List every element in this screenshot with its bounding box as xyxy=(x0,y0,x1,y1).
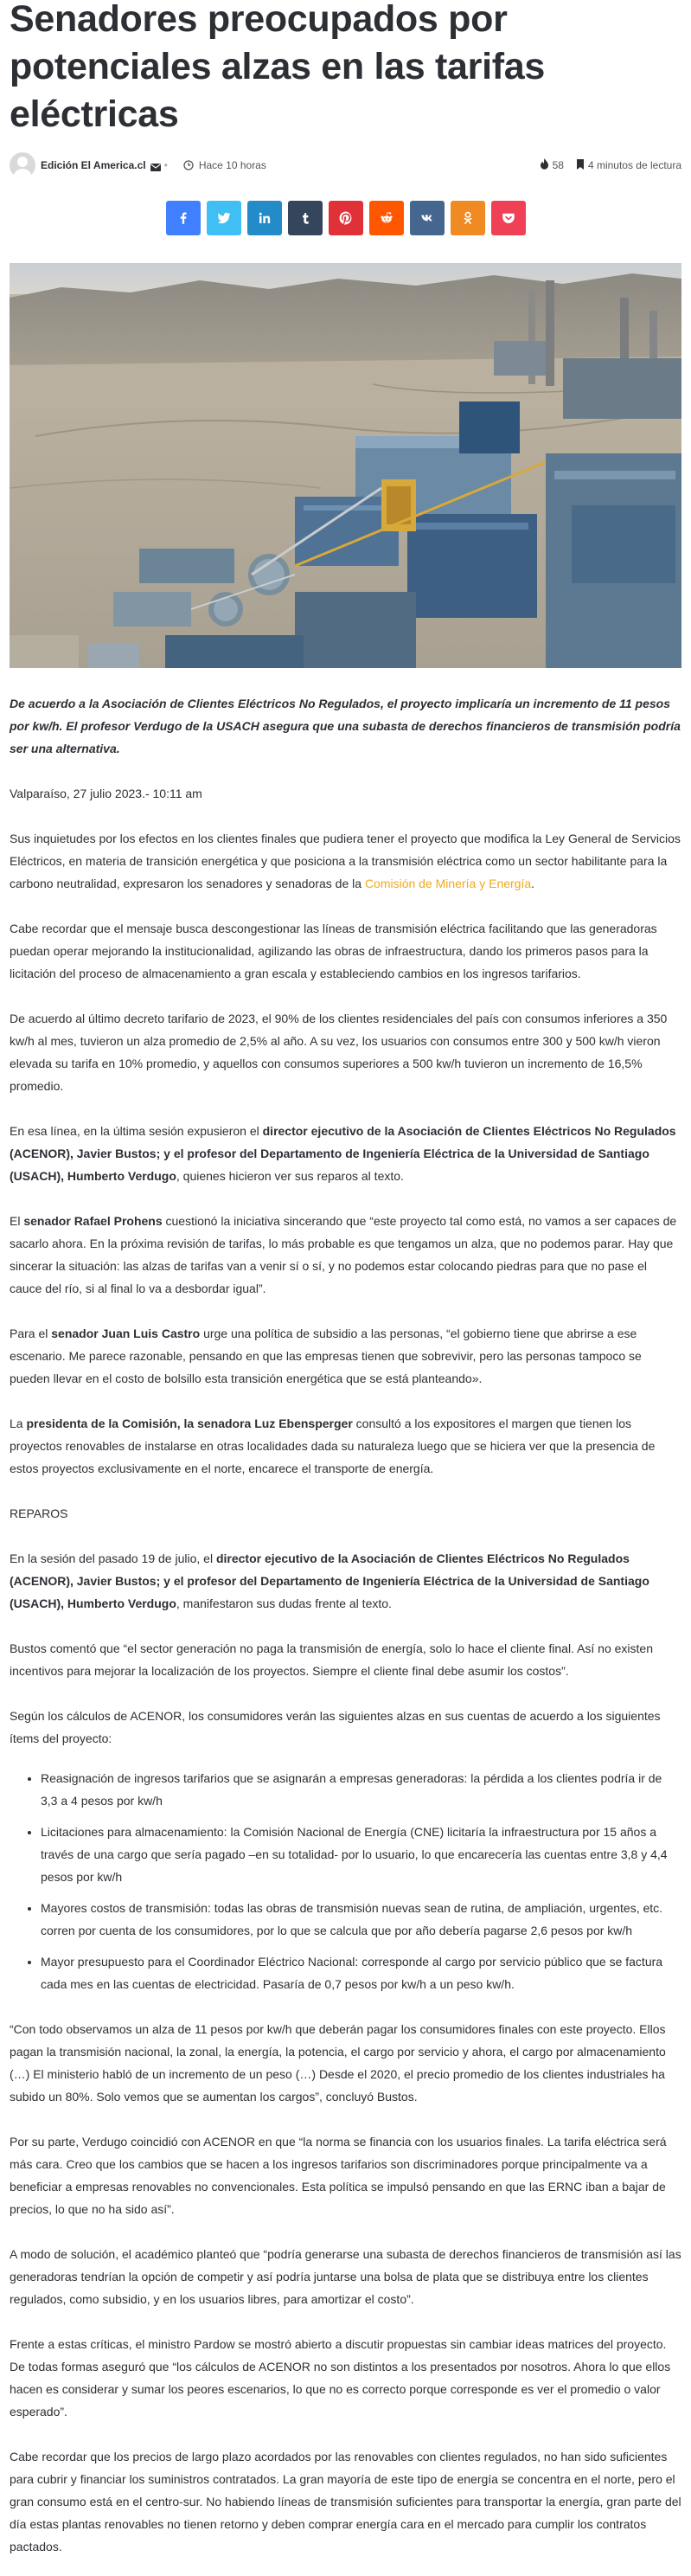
comision-mineria-link[interactable]: Comisión de Minería y Energía xyxy=(364,877,532,890)
envelope-icon[interactable] xyxy=(150,162,161,170)
reddit-icon xyxy=(379,210,394,226)
list-item: • Mayores costos de transmisión: todas las obras de transmisión nuevas sean de rutina, de ampliación, urgentes, etc. corren por cuenta de los consumidores, por lo que se calcula que por año debería pagarse 2,6 pesos por kw/h xyxy=(41,1897,681,1942)
twitter-icon xyxy=(216,210,232,226)
tumblr-icon xyxy=(298,210,313,226)
paragraph-14: Frente a estas críticas, el ministro Pardow se mostró abierto a discutir propuestas sin cambiar ideas matrices del proyecto. De todas formas aseguró que “los cálculos de ACENOR no son distintos a los presentados por nosotros. Ahora lo que ellos hacen es considerar y sumar los peores escenarios, lo que no es correcto porque corresponde es ver el promedio o valor esperado”. xyxy=(10,2337,671,2419)
time-ago: Hace 10 horas xyxy=(198,159,266,171)
section-subhead: REPAROS xyxy=(10,1506,68,1520)
paragraph-11: “Con todo observamos un alza de 11 pesos por kw/h que deberán pagar los consumidores finales con este proyecto. Ellos pagan la transmisión nacional, la zonal, la energía, la potencia, el cargo por servicio y ahora, el cargo por almacenamiento (…) El ministerio habló de un incremento de un peso (…) Desde el 2020, el precio promedio de los clientes industriales ha subido un 80%. Solo vemos que se aumentan los cargos”, concluyó Bustos. xyxy=(10,2022,666,2104)
paragraph-12: Por su parte, Verdugo coincidió con ACENOR en que “la norma se financia con los usuarios finales. La tarifa eléctrica será más cara. Creo que los cambios que se hacen a los ingresos tarifarios son discriminadores porque principalmente va a beneficiar a empresas renovables no convencionales. Esta política se impulsó pensando en que las ERNC iban a bajar de precios, lo que no ha sido así”. xyxy=(10,2135,667,2216)
power-plant-illustration xyxy=(10,263,681,668)
share-facebook-button[interactable] xyxy=(166,201,201,235)
share-odnoklassniki-button[interactable] xyxy=(451,201,485,235)
paragraph-2: Cabe recordar que el mensaje busca descongestionar las líneas de transmisión eléctrica facilitando que las generadoras puedan operar mejorando la institucionalidad, agilizando las obras de infraestructura, dando los primeros pasos para la licitación del proceso de almacenamiento a gran escala y estableciendo cambios en los ingresos tarifarios. xyxy=(10,922,657,980)
paragraph-5: El senador Rafael Prohens cuestionó la iniciativa sincerando que “este proyecto tal como está, no vamos a ser capaces de sacarlo ahora. En la próxima revisión de tarifas, lo más probable es que tengamos un alza, que no podemos parar. Hay que sincerar la situación: las alzas de tarifas van a venir sí o sí, y no podemos estar colocando piedras para que no pase el cauce del río, si al final lo va a desbordar igual”. xyxy=(10,1214,677,1295)
share-twitter-button[interactable] xyxy=(207,201,241,235)
paragraph-13: A modo de solución, el académico planteó que “podría generarse una subasta de derechos financieros de transmisión así las generadoras tendrían la opción de competir y así podría juntarse una bolsa de plata que se distribuya entre los clientes regulados, como subsidio, y en los usuarios libres, para amortizar el costo”. xyxy=(10,2247,681,2306)
cost-items-list xyxy=(10,1767,681,1995)
author-avatar[interactable] xyxy=(10,152,35,178)
share-bar xyxy=(10,201,681,235)
paragraph-1: Sus inquietudes por los efectos en los clientes finales que pudiera tener el proyecto que modifica la Ley General de Servicios Eléctricos, en materia de transición energética y que posiciona a la transmisión eléctrica como un sector habilitante para la carbono neutralidad, expresaron los senadores y senadoras de la Comisión de Minería y Energía. xyxy=(10,832,681,890)
linkedin-icon xyxy=(257,210,272,226)
paragraph-10: Según los cálculos de ACENOR, los consumidores verán las siguientes alzas en sus cuentas de acuerdo a los siguientes ítems del proyecto: xyxy=(10,1709,661,1745)
article-title: Senadores preocupados por potenciales alzas en las tarifas eléctricas xyxy=(10,0,545,135)
paragraph-15: Cabe recordar que los precios de largo plazo acordados por las renovables con clientes regulados, no han sido suficientes para cubrir y financiar los suministros contratados. La gran mayoría de este tipo de energía se concentra en el norte, pero el gran consumo está en el centro-sur. No habiendo líneas de transmisión suficientes para transportar la energía, gran parte del día estas plantas renovables no tienen retorno y deben comprar energía cara en el mercado para cumplir los contratos pactados. xyxy=(10,2450,681,2554)
paragraph-6: Para el senador Juan Luis Castro urge una política de subsidio a las personas, “el gobierno tiene que abrirse a ese escenario. Me parece razonable, pensando en que las empresas tienen que sobrevivir, pero las personas tampoco se pueden llevar en el costo de bolsillo esta transición energética que se está planteando». xyxy=(10,1327,642,1385)
article-body xyxy=(10,782,681,2558)
list-item: • Licitaciones para almacenamiento: la Comisión Nacional de Energía (CNE) licitaría la infraestructura por 15 años a través de una cargo que sería pagado –en su totalidad- por lo usuario, lo que encarecería las cuentas entre 3,8 y 4,4 pesos por kw/h xyxy=(41,1821,681,1888)
share-linkedin-button[interactable] xyxy=(247,201,282,235)
vk-icon xyxy=(419,210,435,226)
facebook-icon xyxy=(176,210,191,226)
paragraph-4: En esa línea, en la última sesión expusieron el director ejecutivo de la Asociación de Clientes Eléctricos No Regulados (ACENOR), Javier Bustos; y el profesor del Departamento de Ingeniería Eléctrica de la Universidad de Santiago (USACH), Humberto Verdugo, quienes hicieron ver sus reparos al texto. xyxy=(10,1124,676,1183)
odnoklassniki-icon xyxy=(460,210,476,226)
paragraph-3: De acuerdo al último decreto tarifario de 2023, el 90% de los clientes residenciales del país con consumos inferiores a 350 kw/h al mes, tuvieron un alza promedio de 2,5% al año. A su vez, los usuarios con consumos entre 300 y 500 kw/h vieron elevada su tarifa en 10% promedio, y aquellos con consumos superiores a 500 kw/h tuvieron un incremento de 16,5% promedio. xyxy=(10,1012,668,1093)
share-pocket-button[interactable] xyxy=(491,201,526,235)
dateline: Valparaíso, 27 julio 2023.- 10:11 am xyxy=(10,787,202,800)
share-pinterest-button[interactable] xyxy=(329,201,363,235)
clock-icon xyxy=(183,160,194,170)
book-icon xyxy=(576,159,585,172)
share-vk-button[interactable] xyxy=(410,201,445,235)
share-tumblr-button[interactable] xyxy=(288,201,323,235)
read-time: 4 minutos de lectura xyxy=(587,159,681,171)
list-item: • Reasignación de ingresos tarifarios que se asignarán a empresas generadoras: la pérdida a los clientes podría ir de 3,3 a 4 pesos por kw/h xyxy=(41,1767,681,1812)
share-reddit-button[interactable] xyxy=(369,201,404,235)
meta-separator: • xyxy=(163,159,168,171)
hero-image xyxy=(10,263,681,668)
pinterest-icon xyxy=(338,210,354,226)
article-lead: De acuerdo a la Asociación de Clientes Eléctricos No Regulados, el proyecto implicaría un incremento de 11 pesos por kw/h. El profesor Verdugo de la USACH asegura que una subasta de derechos financieros de transmisión podría ser una alternativa. xyxy=(10,697,681,755)
pocket-icon xyxy=(501,210,516,226)
paragraph-9: Bustos comentó que “el sector generación no paga la transmisión de energía, solo lo hace el cliente final. Así no existen incentivos para mejorar la localización de los proyectos. Siempre el cliente final debe asumir los costos”. xyxy=(10,1641,654,1678)
list-item: • Mayor presupuesto para el Coordinador Eléctrico Nacional: corresponde al cargo por servicio público que se factura cada mes en las cuentas de electricidad. Pasaría de 0,7 pesos por kw/h a un peso kw/h. xyxy=(41,1950,681,1995)
fire-icon xyxy=(540,158,549,172)
paragraph-8: En la sesión del pasado 19 de julio, el director ejecutivo de la Asociación de Clientes Eléctricos No Regulados (ACENOR), Javier Bustos; y el profesor del Departamento de Ingeniería Eléctrica de la Universidad de Santiago (USACH), Humberto Verdugo, manifestaron sus dudas frente al texto. xyxy=(10,1551,649,1610)
paragraph-7: La presidenta de la Comisión, la senadora Luz Ebensperger consultó a los expositores el margen que tienen los proyectos renovables de instalarse en otras localidades dada su naturaleza luego que se hiciera ver que la presencia de estos proyectos exclusivamente en el norte, encarece el transporte de energía. xyxy=(10,1416,656,1475)
views-count: 58 xyxy=(552,159,564,171)
author-link[interactable]: Edición El America.cl xyxy=(41,159,146,171)
article-meta xyxy=(10,152,681,178)
